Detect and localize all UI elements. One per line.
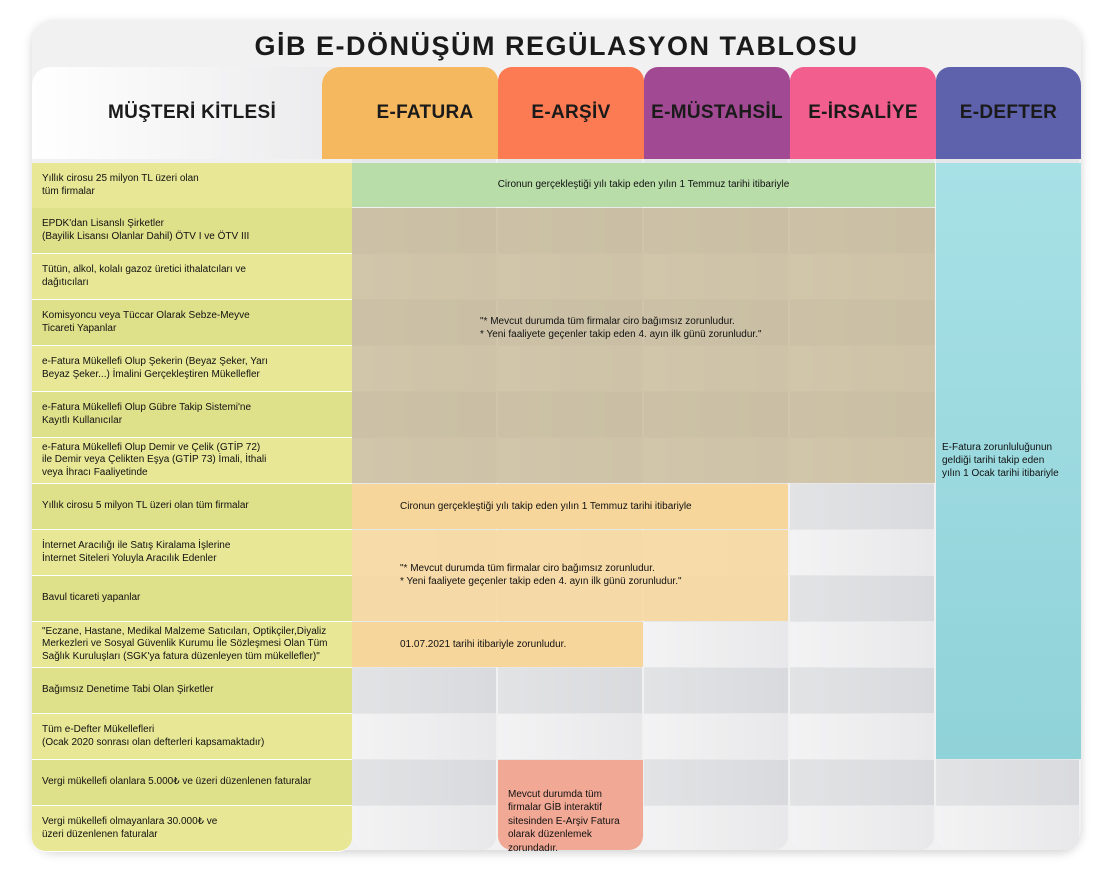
col-stripe (936, 760, 1079, 805)
header-efatura-label: E-FATURA (376, 102, 474, 123)
col-stripe (644, 668, 788, 713)
col-stripe (352, 760, 496, 805)
col-stripe (790, 714, 934, 759)
note-ciro-5: Cironun gerçekleştiği yılı takip eden yılın 1 Temmuz tarihi itibariyle (400, 500, 692, 512)
col-stripe (936, 806, 1079, 850)
col-stripe (352, 806, 496, 850)
row-label-text: Tüm e-Defter Mükellefleri (Ocak 2020 sonrası olan defterleri kapsamaktadır) (42, 724, 265, 748)
row-label (32, 163, 352, 209)
row-label (32, 806, 352, 852)
col-stripe (790, 576, 934, 621)
band-date-2021 (352, 622, 643, 667)
row-label (32, 714, 352, 760)
row-label-text: İnternet Aracılığı ile Satış Kiralama İşlerine İnternet Siteleri Yoluyla Aracılık Edenler (42, 540, 231, 564)
header-efatura (322, 67, 498, 159)
row-label (32, 208, 352, 254)
row-label (32, 346, 352, 392)
header-audience (32, 67, 352, 159)
row-label (32, 668, 352, 714)
note-mevcut-2: "* Mevcut durumda tüm firmalar ciro bağımsız zorunludur. * Yeni faaliyete geçenler takip eden 4. ayın ilk günü zorunludur." (400, 563, 682, 587)
row-label-text: e-Fatura Mükellefi Olup Gübre Takip Sistemi'ne Kayıtlı Kullanıcılar (42, 402, 252, 426)
row-label-text: "Eczane, Hastane, Medikal Malzeme Satıcıları, Optikçiler,Diyaliz Merkezleri ve Sosyal Güvenlik Kurumu İle Sözleşmesi Olan Tüm Sağlık Kuruluşları (SGK'ya fatura düzenleyen tüm mükellefler)" (42, 625, 328, 662)
col-stripe (498, 668, 642, 713)
header-emustahsil (644, 67, 790, 159)
col-stripe (498, 714, 642, 759)
band-ciro-25 (352, 163, 935, 207)
row-label (32, 622, 352, 668)
col-stripe (790, 760, 934, 805)
page-title: GİB E-DÖNÜŞÜM REGÜLASYON TABLOSU (254, 31, 859, 61)
col-stripe (352, 714, 496, 759)
col-stripe (790, 484, 934, 529)
row-label-text: Vergi mükellefi olanlara 5.000₺ ve üzeri düzenlenen faturalar (42, 776, 312, 788)
band-ciro-5 (352, 484, 788, 529)
band-earsiv-portal (498, 760, 643, 854)
note-mevcut-1: "* Mevcut durumda tüm firmalar ciro bağımsız zorunludur. * Yeni faaliyete geçenler takip eden 4. ayın ilk günü zorunludur." (480, 316, 762, 340)
col-stripe (790, 622, 934, 667)
row-label (32, 760, 352, 806)
col-stripe (644, 760, 788, 805)
col-stripe (644, 714, 788, 759)
row-label-text: Vergi mükellefi olmayanlara 30.000₺ ve üzeri düzenlenen faturalar (42, 816, 218, 840)
col-stripe (352, 668, 496, 713)
row-label (32, 530, 352, 576)
row-label (32, 438, 352, 484)
row-label-text: Yıllık cirosu 5 milyon TL üzeri olan tüm firmalar (42, 500, 249, 512)
header-eirsaliye-label: E-İRSALİYE (808, 102, 918, 123)
row-label (32, 300, 352, 346)
band-mevcut-1 (352, 208, 935, 483)
row-label-text: Bavul ticareti yapanlar (42, 592, 141, 604)
note-date-2021: 01.07.2021 tarihi itibariyle zorunludur. (400, 638, 567, 650)
note-ciro-25: Cironun gerçekleştiği yılı takip eden yılın 1 Temmuz tarihi itibariyle (497, 179, 790, 191)
header-edefter (936, 67, 1081, 159)
row-label (32, 484, 352, 530)
row-label (32, 254, 352, 300)
row-label (32, 392, 352, 438)
row-label-text: e-Fatura Mükellefi Olup Şekerin (Beyaz Şeker, Yarı Beyaz Şeker...) İmalini Gerçekleştiren Mükellefler (42, 356, 268, 380)
header-audience-label: MÜŞTERİ KİTLESİ (107, 102, 277, 123)
col-stripe (644, 806, 788, 850)
header-emustahsil-label: E-MÜSTAHSİL (651, 102, 783, 123)
row-label-text: Tütün, alkol, kolalı gazoz üretici ithalatcıları ve dağıtıcıları (42, 264, 246, 288)
row-label-text: Yıllık cirosu 25 milyon TL üzeri olan tüm firmalar (42, 173, 199, 197)
row-label-text: Bağımsız Denetime Tabi Olan Şirketler (42, 684, 214, 696)
header-earsiv-label: E-ARŞİV (531, 102, 611, 123)
col-stripe (790, 530, 934, 575)
header-earsiv (498, 67, 644, 159)
row-label-text: Komisyoncu veya Tüccar Olarak Sebze-Meyve Ticareti Yapanlar (42, 310, 250, 334)
header-edefter-label: E-DEFTER (959, 102, 1058, 123)
note-earsiv-portal: Mevcut durumda tüm firmalar GİB interaktif sitesinden E-Arşiv Fatura olarak düzenlemek zorundadır. (508, 788, 620, 854)
row-label-text: EPDK'dan Lisanslı Şirketler (Bayilik Lisansı Olanlar Dahil) ÖTV I ve ÖTV III (42, 218, 250, 242)
col-stripe (790, 806, 934, 850)
col-stripe (644, 622, 788, 667)
header-eirsaliye (790, 67, 936, 159)
note-edefter: E-Fatura zorunluluğunun geldiği tarihi takip eden yılın 1 Ocak tarihi itibariyle (942, 442, 1059, 479)
col-stripe (790, 668, 934, 713)
row-label (32, 576, 352, 622)
row-label-text: e-Fatura Mükellefi Olup Demir ve Çelik (GTİP 72) ile Demir veya Çelikten Eşya (GTİP 73) İmali, İthali veya İhracı Faaliyetinde (42, 441, 267, 478)
